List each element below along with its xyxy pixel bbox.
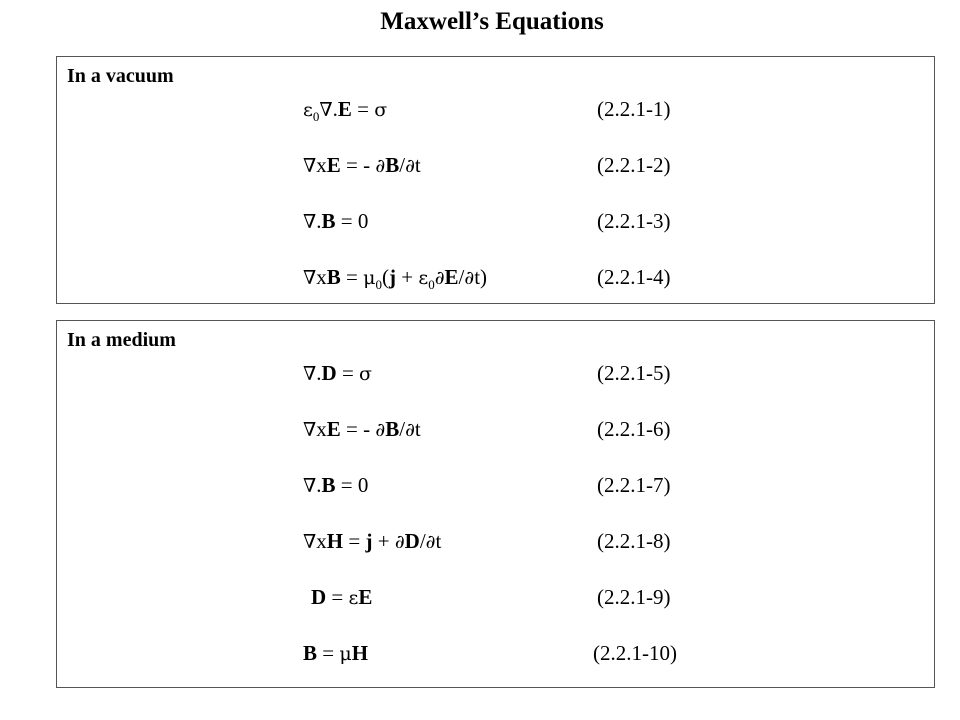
equation-row bbox=[57, 95, 934, 123]
equation-number: (2.2.1-6) bbox=[597, 417, 671, 441]
vacuum-equations-panel bbox=[56, 56, 935, 304]
equation-number: (2.2.1-1) bbox=[597, 97, 671, 121]
equation-number: (2.2.1-3) bbox=[597, 209, 671, 233]
ampere-law-medium-equation: ∇xH = j + ∂D/∂t bbox=[303, 529, 442, 553]
ampere-maxwell-law-equation: $\nabla xB = \mu_0(j + \varepsilon_0\partial E/\partial t)$ bbox=[303, 265, 488, 293]
equation-row bbox=[57, 583, 934, 611]
medium-equations-panel bbox=[56, 320, 935, 688]
equation-row bbox=[57, 471, 934, 499]
equation-row bbox=[57, 263, 934, 291]
equation-number: (2.2.1-7) bbox=[597, 473, 671, 497]
equation-number: (2.2.1-8) bbox=[597, 529, 671, 553]
equation-row bbox=[57, 207, 934, 235]
equation-number: (2.2.1-2) bbox=[597, 153, 671, 177]
displacement-field-equation: D = εE bbox=[311, 585, 373, 609]
equation-number: (2.2.1-4) bbox=[597, 265, 671, 289]
equation-number: (2.2.1-9) bbox=[597, 585, 671, 609]
magnetic-field-equation: B = μH bbox=[303, 641, 369, 665]
magnetic-gauss-law-equation: ∇.B = 0 bbox=[303, 209, 369, 233]
medium-label: In a medium bbox=[67, 329, 176, 351]
equation-row bbox=[57, 359, 934, 387]
equation-row bbox=[57, 415, 934, 443]
faraday-law-medium-equation: ∇xE = - ∂B/∂t bbox=[303, 417, 421, 441]
slide-title: Maxwell’s Equations bbox=[380, 8, 604, 35]
equation-number: (2.2.1-10) bbox=[593, 641, 677, 665]
gauss-law-equation: $\varepsilon_0\nabla.E = \sigma$ bbox=[303, 97, 388, 125]
equation-row bbox=[57, 151, 934, 179]
gauss-law-medium-equation: ∇.D = σ bbox=[303, 361, 373, 385]
equation-row bbox=[57, 639, 934, 667]
faraday-law-equation: ∇xE = - ∂B/∂t bbox=[303, 153, 421, 177]
equation-number: (2.2.1-5) bbox=[597, 361, 671, 385]
magnetic-gauss-law-medium-equation: ∇.B = 0 bbox=[303, 473, 369, 497]
equation-row bbox=[57, 527, 934, 555]
vacuum-label: In a vacuum bbox=[67, 65, 174, 87]
